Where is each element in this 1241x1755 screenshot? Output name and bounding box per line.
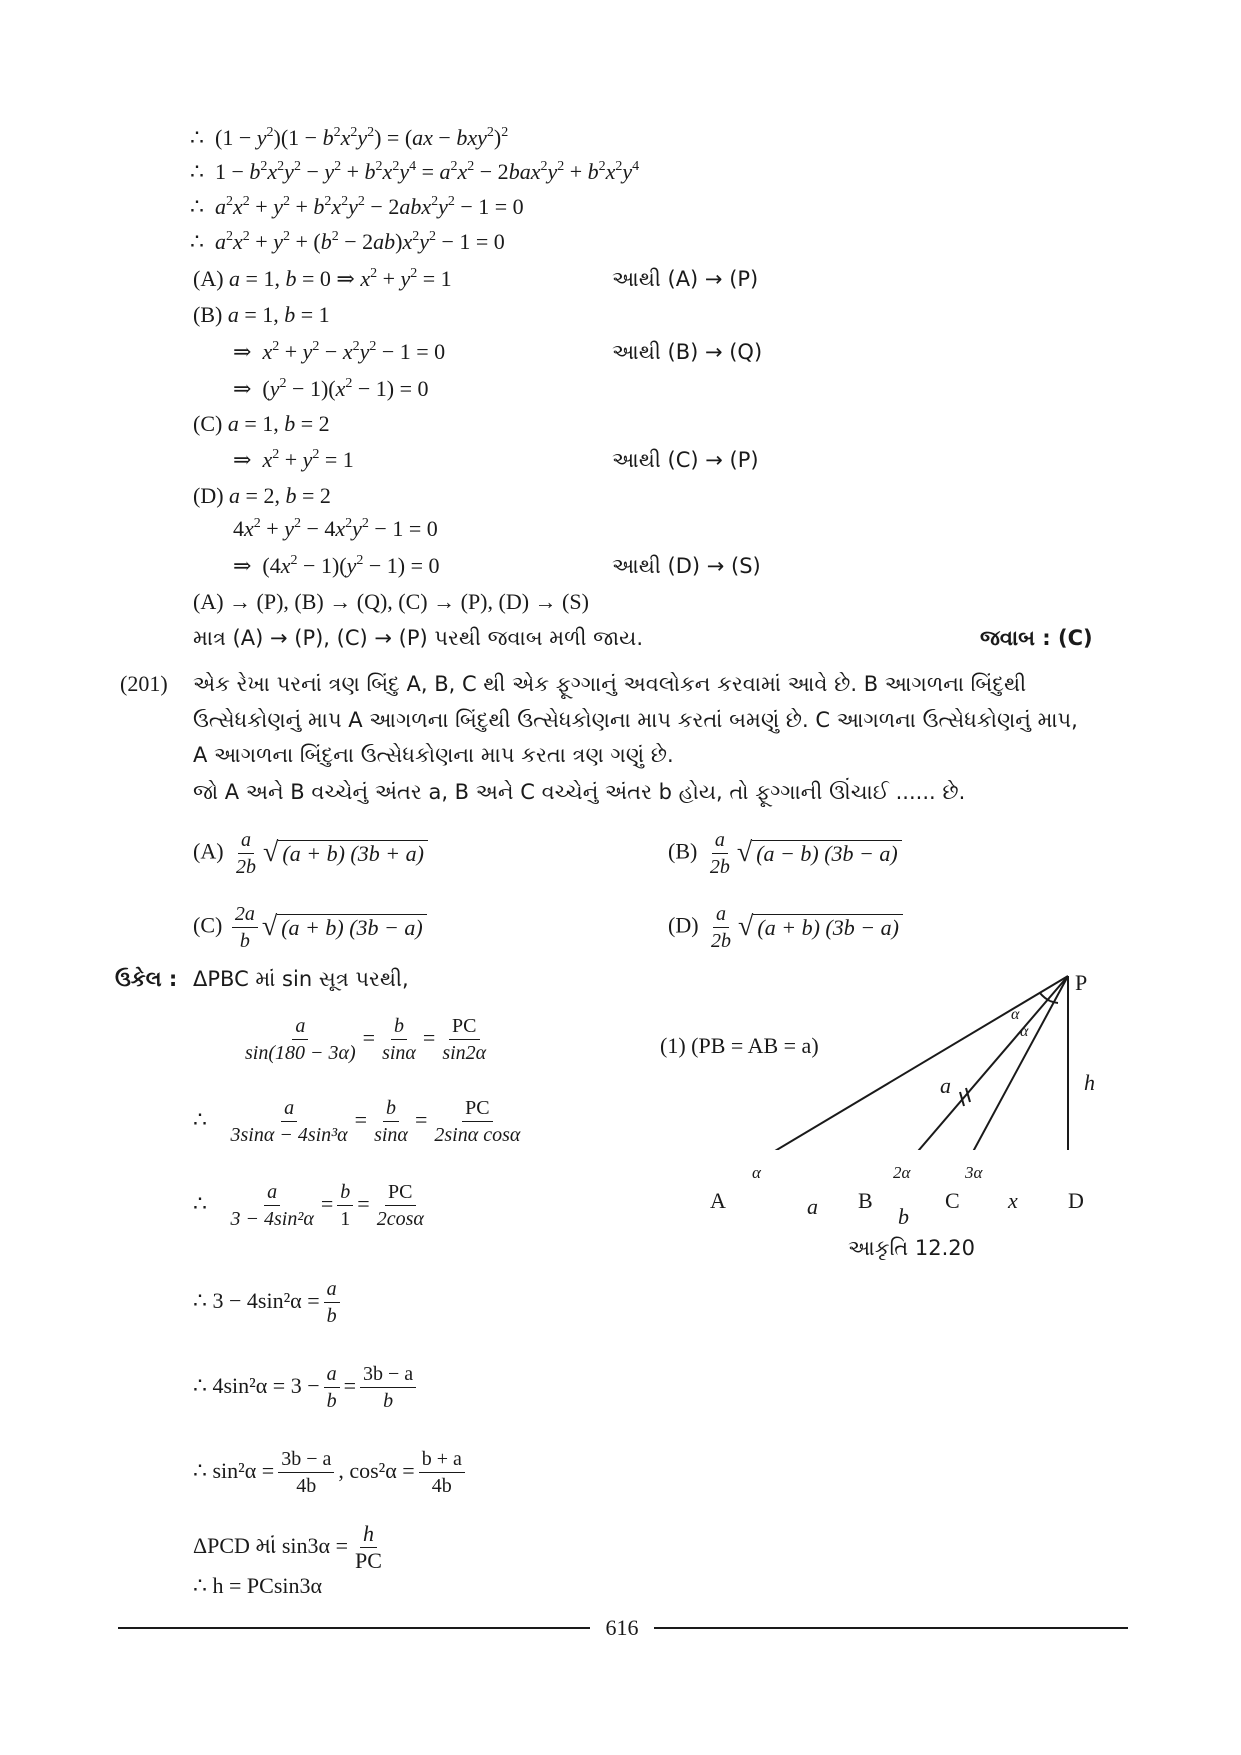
label-h: h xyxy=(1084,1070,1095,1095)
case-a-result: આથી (A) → (P) xyxy=(612,267,759,291)
solution-intro: ΔPBC માં sin સૂત્ર પરથી, xyxy=(193,967,409,991)
step-3: ∴ $a^2x^2 + y^2 + b^2x^2y^2 - 2abx^2y^2 - 1 = 0$ xyxy=(190,194,524,219)
eq-5: ∴ 4sin²α = 3 − $\frac{a}{b}$ = $\frac{3b - a}{b}$ xyxy=(193,1358,420,1414)
label-c: C xyxy=(945,1188,960,1213)
step-2: ∴ $1 - b^2x^2y^2 - y^2 + b^2x^2y^4 = a^2x^2 - 2bax^2y^2 + b^2x^2y^4$ xyxy=(190,159,640,184)
footer-rule-left xyxy=(118,1627,590,1629)
eq-7: ΔPCD માં sin3α = $\frac{h}{PC}$ xyxy=(193,1521,382,1574)
angle-c: 3α xyxy=(965,1163,983,1182)
eq-8: ∴ h = PCsin3α xyxy=(193,1573,323,1598)
step-4: ∴ $a^2x^2 + y^2 + (b^2 - 2ab)x^2y^2 - 1 = 0$ xyxy=(190,229,505,254)
conclusion: માત્ર (A) → (P), (C) → (P) પરથી જવાબ મળી જાય. xyxy=(193,626,644,650)
angle-p1: α xyxy=(1011,1006,1020,1023)
question-line-2: ઉત્સેધકોણનું માપ A આગળના બિંદુથી ઉત્સેધકોણના માપ કરતાં બમણું છે. C આગળના ઉત્સેધકોણનું માપ, xyxy=(193,708,1078,732)
page-number: 616 xyxy=(605,1615,639,1640)
eq-4: ∴ 3 − 4sin²α = $\frac{a}{b}$ xyxy=(193,1273,344,1329)
question-number: (201) xyxy=(120,671,168,696)
line-pb xyxy=(889,976,1068,1150)
eq-6: ∴ sin²α = $\frac{3b - a}{4b}$ , cos²α = $\frac{b + a}{4b}$ xyxy=(193,1443,469,1499)
solution-heading: ઉકેલ : xyxy=(115,967,178,991)
case-a-line: (A) a = 1, b = 0 ⇒ $x^2 + y^2 = 1$ xyxy=(193,266,452,291)
case-b-result: આથી (B) → (Q) xyxy=(612,340,763,364)
case-b-line: (B) a = 1, b = 1 xyxy=(193,302,330,327)
angle-a: α xyxy=(752,1163,761,1182)
step-1: ∴ $(1 - y^2)(1 - b^2x^2y^2) = (ax - bxy^2)^2$ xyxy=(190,125,509,150)
case-b-step1: ⇒ $x^2 + y^2 - x^2y^2 - 1 = 0$ xyxy=(233,339,446,364)
angle-b: 2α xyxy=(893,1163,911,1182)
case-c-step1: ⇒ $x^2 + y^2 = 1$ xyxy=(233,447,354,472)
footer-rule-right xyxy=(654,1627,1128,1629)
label-a-side: a xyxy=(940,1073,951,1098)
eq-1: $\frac{a}{\sin(180 - 3\alpha)}$ = $\frac{b}{\sin\alpha}$ = $\frac{PC}{\sin 2\alpha}$ xyxy=(245,1015,487,1065)
case-d-line: (D) a = 2, b = 2 xyxy=(193,483,331,508)
triangle-figure xyxy=(700,970,1100,1150)
option-c[interactable]: (C) $\frac{2a}{b}$ √ (a + b) (3b − a) xyxy=(193,902,427,953)
label-b-base: b xyxy=(898,1204,909,1229)
case-d-step1: $4x^2 + y^2 - 4x^2y^2 - 1 = 0$ xyxy=(233,516,438,541)
eq-3: ∴ $\frac{a}{\text{3 − 4sin²α}}$ = $\frac{b}{1}$ = $\frac{PC}{2\cos\alpha}$ xyxy=(193,1181,424,1231)
question-line-3: A આગળના બિંદુના ઉત્સેધકોણના માપ કરતા ત્રણ ગણું છે. xyxy=(193,743,674,767)
option-b[interactable]: (B) $\frac{a}{2b}$ √ (a − b) (3b − a) xyxy=(668,828,902,879)
figure-caption: આકૃતિ 12.20 xyxy=(848,1236,976,1260)
question-line-1: એક રેખા પરનાં ત્રણ બિંદુ A, B, C થી એક ફૂગ્ગાનું અવલોકન કરવામાં આવે છે. B આગળના બિંદુથી xyxy=(193,672,1027,696)
label-a: A xyxy=(710,1188,726,1213)
label-x: x xyxy=(1008,1188,1018,1213)
figure-note: (1) (PB = AB = a) xyxy=(660,1033,819,1058)
label-a-base: a xyxy=(807,1194,818,1219)
case-c-result: આથી (C) → (P) xyxy=(612,448,759,472)
case-d-step2: ⇒ $(4x^2 - 1)(y^2 - 1) = 0$ xyxy=(233,553,440,578)
case-d-result: આથી (D) → (S) xyxy=(612,554,761,578)
case-c-line: (C) a = 1, b = 2 xyxy=(193,411,330,436)
label-b: B xyxy=(858,1188,873,1213)
case-b-step2: ⇒ $(y^2 - 1)(x^2 - 1) = 0$ xyxy=(233,376,429,401)
angle-p2: α xyxy=(1020,1023,1029,1040)
label-d: D xyxy=(1068,1188,1084,1213)
summary: (A) → (P), (B) → (Q), (C) → (P), (D) → (S) xyxy=(193,589,589,614)
option-d[interactable]: (D) $\frac{a}{2b}$ √ (a + b) (3b − a) xyxy=(668,902,903,953)
option-a[interactable]: (A) $\frac{a}{2b}$ √ (a + b) (3b + a) xyxy=(193,828,428,879)
answer: જવાબ : (C) xyxy=(980,626,1093,650)
label-p: P xyxy=(1075,970,1088,995)
question-line-4: જો A અને B વચ્ચેનું અંતર a, B અને C વચ્ચેનું અંતર b હોય, તો ફૂગ્ગાની ઊંચાઈ ...... છે. xyxy=(193,780,966,804)
eq-2: ∴ $\frac{a}{\text{3sinα − 4sin³α}}$ = $\frac{b}{\sin\alpha}$ = $\frac{PC}{\text{2sinα cosα}}$ xyxy=(193,1097,521,1147)
